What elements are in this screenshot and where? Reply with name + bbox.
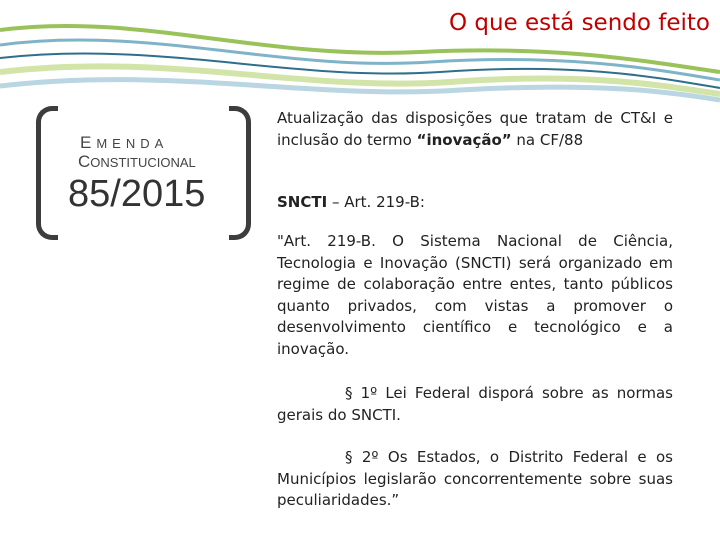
article-text: "Art. 219-B. O Sistema Nacional de Ciência, Tecnologia e Inovação (SNCTI) será organizado em regime de colaboração entre entes, tanto públicos quanto privados, com vistas a promover o desenvolvimento científico e tecnológico e a inovação. bbox=[277, 232, 673, 358]
article-heading: SNCTI – Art. 219-B: bbox=[277, 193, 425, 211]
badge-constitucional-label: CONSTITUCIONAL bbox=[78, 152, 196, 171]
summary-paragraph: Atualização das disposições que tratam de CT&I e inclusão do termo “inovação” na CF/88 bbox=[277, 109, 673, 149]
amendment-number: 85/2015 bbox=[68, 173, 206, 215]
wave-line bbox=[0, 40, 720, 80]
paragraph-1: § 1º Lei Federal disporá sobre as normas gerais do SNCTI. bbox=[277, 384, 673, 424]
right-bracket bbox=[229, 106, 251, 240]
page-title: O que está sendo feito bbox=[448, 10, 710, 36]
sncti-label: SNCTI bbox=[277, 193, 328, 211]
paragraph-2: § 2º Os Estados, o Distrito Federal e os Municípios legislarão concorrentemente sobre suas peculiaridades.” bbox=[277, 448, 673, 509]
badge-emenda-label: EMENDA bbox=[80, 133, 169, 152]
left-bracket bbox=[36, 106, 58, 240]
highlighted-term: “inovação” bbox=[416, 130, 512, 149]
